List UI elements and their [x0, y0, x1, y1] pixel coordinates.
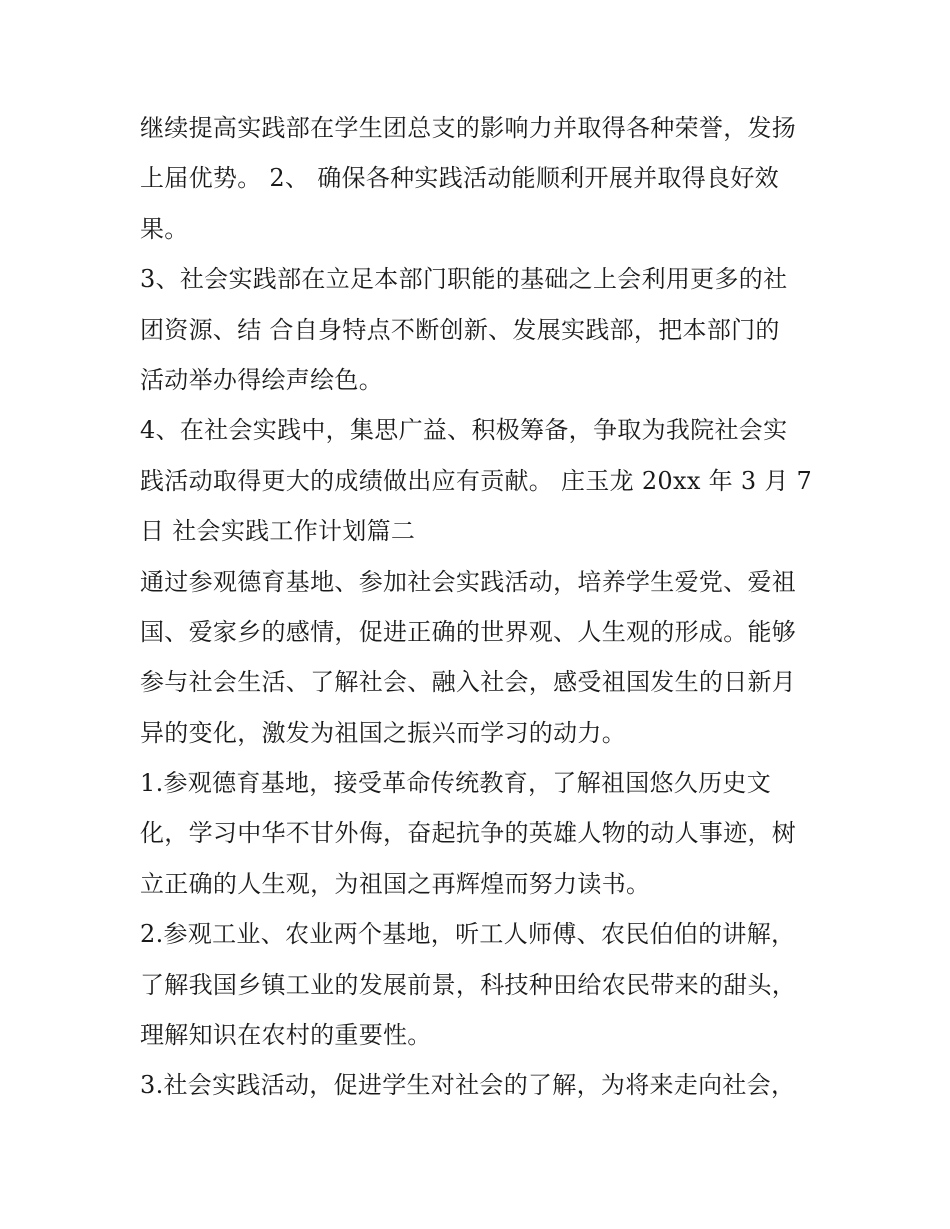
text-line-1: 继续提高实践部在学生团总支的影响力并取得各种荣誉，发扬: [140, 114, 797, 142]
text-line-11: 国、爱家乡的感情，促进正确的世界观、人生观的形成。能够: [140, 617, 797, 646]
text-line-15: 化，学习中华不甘外侮，奋起抗争的英雄人物的动人事迹，树: [140, 819, 797, 848]
text-line-13: 异的变化，激发为祖国之振兴而学习的动力。: [140, 718, 626, 747]
text-line-19: 理解知识在农村的重要性。: [140, 1021, 432, 1050]
text-line-4: 3、社会实践部在立足本部门职能的基础之上会利用更多的社: [140, 265, 788, 294]
document-body: [140, 103, 820, 1111]
text-line-14: 1.参观德育基地，接受革命传统教育，了解祖国悠久历史文: [140, 769, 771, 798]
text-line-17: 2.参观工业、农业两个基地，听工人师傅、农民伯伯的讲解，: [140, 920, 796, 949]
text-line-2: 上届优势。 2、 确保各种实践活动能顺利开展并取得良好效: [140, 164, 779, 193]
text-line-20: 3.社会实践活动，促进学生对社会的了解，为将来走向社会，: [140, 1071, 796, 1100]
text-line-3: 果。: [140, 214, 189, 243]
text-line-16: 立正确的人生观，为祖国之再辉煌而努力读书。: [140, 869, 651, 898]
text-line-5: 团资源、结 合自身特点不断创新、发展实践部，把本部门的: [140, 315, 780, 344]
text-line-7: 4、在社会实践中，集思广益、积极筹备，争取为我院社会实: [140, 416, 788, 445]
text-line-12: 参与社会生活、了解社会、融入社会，感受祖国发生的日新月: [140, 668, 797, 697]
text-line-8: 践活动取得更大的成绩做出应有贡献。 庄玉龙 20xx 年 3 月 7: [140, 466, 813, 495]
text-line-6: 活动举办得绘声绘色。: [140, 365, 383, 394]
text-line-18: 了解我国乡镇工业的发展前景，科技种田给农民带来的甜头，: [140, 970, 797, 999]
text-line-9: 日 社会实践工作计划篇二: [140, 517, 416, 546]
text-line-10: 通过参观德育基地、参加社会实践活动，培养学生爱党、爱祖: [140, 567, 797, 596]
